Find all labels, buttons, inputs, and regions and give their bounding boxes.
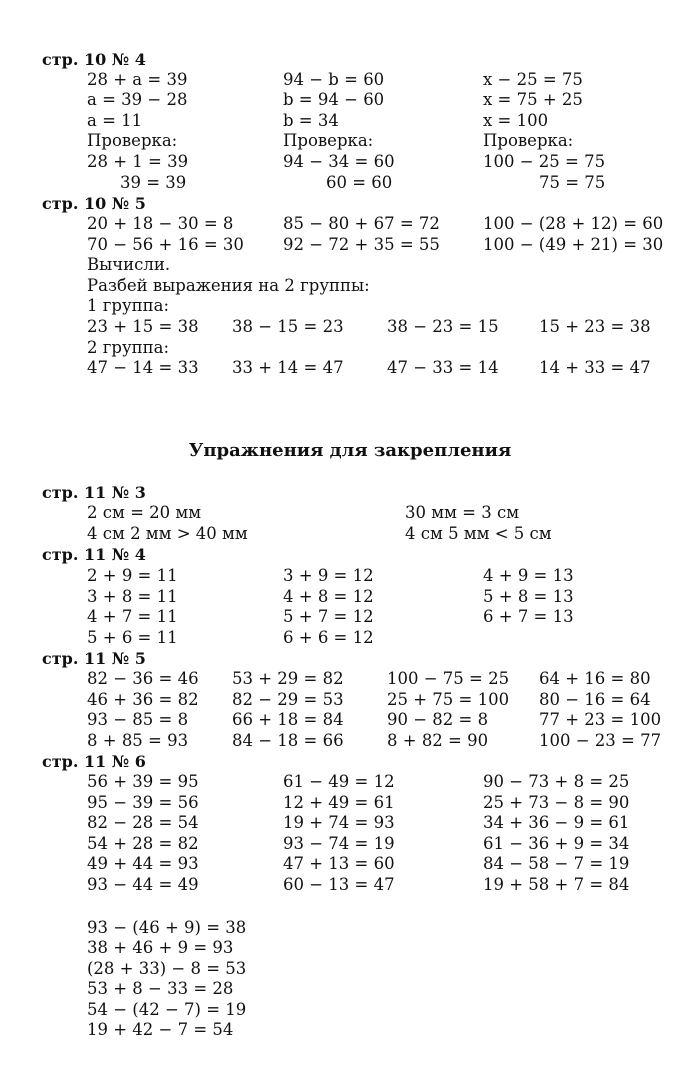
- equation: 60 − 13 = 47: [283, 875, 395, 894]
- equation: 61 − 36 + 9 = 34: [483, 834, 630, 853]
- equation: 14 + 33 = 47: [539, 358, 651, 377]
- equation: 38 − 23 = 15: [387, 317, 499, 336]
- equation: 6 + 6 = 12: [283, 628, 374, 647]
- equation: 93 − 44 = 49: [87, 875, 199, 894]
- equation: 25 + 75 = 100: [387, 690, 510, 709]
- equation: 94 − b = 60: [283, 70, 385, 89]
- equation: x − 25 = 75: [483, 70, 583, 89]
- equation: 4 см 5 мм < 5 см: [405, 524, 552, 543]
- equation: 23 + 15 = 38: [87, 317, 199, 336]
- equation: 12 + 49 = 61: [283, 793, 395, 812]
- equation: 8 + 85 = 93: [87, 731, 189, 750]
- heading-p11n3: стр. 11 № 3: [42, 483, 146, 502]
- group-label: 2 группа:: [87, 338, 170, 357]
- equation: 84 − 18 = 66: [232, 731, 344, 750]
- equation: 15 + 23 = 38: [539, 317, 651, 336]
- heading-p11n6: стр. 11 № 6: [42, 752, 146, 771]
- equation: 5 + 8 = 13: [483, 587, 574, 606]
- equation: 38 − 15 = 23: [232, 317, 344, 336]
- equation: 19 + 58 + 7 = 84: [483, 875, 630, 894]
- equation: 95 − 39 = 56: [87, 793, 199, 812]
- equation: 100 − 75 = 25: [387, 669, 510, 688]
- equation: 8 + 82 = 90: [387, 731, 489, 750]
- equation: 93 − 85 = 8: [87, 710, 189, 729]
- equation: 100 − (49 + 21) = 30: [483, 235, 664, 254]
- equation: (28 + 33) − 8 = 53: [87, 959, 247, 978]
- equation: 64 + 16 = 80: [539, 669, 651, 688]
- equation: 85 − 80 + 67 = 72: [283, 214, 440, 233]
- equation: 61 − 49 = 12: [283, 772, 395, 791]
- equation: 90 − 82 = 8: [387, 710, 489, 729]
- equation: 47 + 13 = 60: [283, 854, 395, 873]
- check-label: Проверка:: [87, 131, 178, 150]
- equation: x = 100: [483, 111, 549, 130]
- equation: 4 + 7 = 11: [87, 607, 178, 626]
- equation: 47 − 33 = 14: [387, 358, 499, 377]
- equation: 19 + 74 = 93: [283, 813, 395, 832]
- equation: 53 + 29 = 82: [232, 669, 344, 688]
- equation: 28 + 1 = 39: [87, 152, 189, 171]
- equation: 54 + 28 = 82: [87, 834, 199, 853]
- equation: 47 − 14 = 33: [87, 358, 199, 377]
- group-label: 1 группа:: [87, 296, 170, 315]
- equation: 93 − 74 = 19: [283, 834, 395, 853]
- equation: a = 11: [87, 111, 143, 130]
- heading-p11n5: стр. 11 № 5: [42, 649, 146, 668]
- equation: 20 + 18 − 30 = 8: [87, 214, 234, 233]
- equation: x = 75 + 25: [483, 90, 583, 109]
- equation: 92 − 72 + 35 = 55: [283, 235, 440, 254]
- check-label: Проверка:: [283, 131, 374, 150]
- equation: 100 − 23 = 77: [539, 731, 662, 750]
- equation: 4 см 2 мм > 40 мм: [87, 524, 248, 543]
- equation: 60 = 60: [326, 173, 393, 192]
- equation: 30 мм = 3 см: [405, 503, 520, 522]
- equation: 77 + 23 = 100: [539, 710, 662, 729]
- equation: 46 + 36 = 82: [87, 690, 199, 709]
- equation: a = 39 − 28: [87, 90, 188, 109]
- equation: 56 + 39 = 95: [87, 772, 199, 791]
- equation: 5 + 6 = 11: [87, 628, 178, 647]
- equation: 3 + 9 = 12: [283, 566, 374, 585]
- equation: 38 + 46 + 9 = 93: [87, 938, 234, 957]
- equation: 82 − 36 = 46: [87, 669, 199, 688]
- equation: 100 − 25 = 75: [483, 152, 606, 171]
- equation: 4 + 9 = 13: [483, 566, 574, 585]
- equation: 3 + 8 = 11: [87, 587, 178, 606]
- equation: 33 + 14 = 47: [232, 358, 344, 377]
- equation: 75 = 75: [539, 173, 606, 192]
- equation: 82 − 29 = 53: [232, 690, 344, 709]
- instruction-text: Разбей выражения на 2 группы:: [87, 276, 370, 295]
- equation: 84 − 58 − 7 = 19: [483, 854, 630, 873]
- equation: 93 − (46 + 9) = 38: [87, 918, 247, 937]
- heading-p11n4: стр. 11 № 4: [42, 545, 146, 564]
- equation: 66 + 18 = 84: [232, 710, 344, 729]
- equation: 2 + 9 = 11: [87, 566, 178, 585]
- equation: 53 + 8 − 33 = 28: [87, 979, 234, 998]
- equation: 5 + 7 = 12: [283, 607, 374, 626]
- equation: 90 − 73 + 8 = 25: [483, 772, 630, 791]
- equation: 82 − 28 = 54: [87, 813, 199, 832]
- equation: 80 − 16 = 64: [539, 690, 651, 709]
- section-title: Упражнения для закрепления: [188, 440, 512, 461]
- equation: 94 − 34 = 60: [283, 152, 395, 171]
- equation: 100 − (28 + 12) = 60: [483, 214, 664, 233]
- equation: 28 + a = 39: [87, 70, 188, 89]
- equation: 39 = 39: [120, 173, 187, 192]
- equation: 49 + 44 = 93: [87, 854, 199, 873]
- equation: 54 − (42 − 7) = 19: [87, 1000, 247, 1019]
- heading-p10n5: стр. 10 № 5: [42, 194, 146, 213]
- equation: 70 − 56 + 16 = 30: [87, 235, 244, 254]
- equation: 2 см = 20 мм: [87, 503, 202, 522]
- equation: 4 + 8 = 12: [283, 587, 374, 606]
- equation: 34 + 36 − 9 = 61: [483, 813, 630, 832]
- heading-p10n4: стр. 10 № 4: [42, 50, 146, 69]
- equation: 6 + 7 = 13: [483, 607, 574, 626]
- equation: b = 94 − 60: [283, 90, 385, 109]
- equation: 25 + 73 − 8 = 90: [483, 793, 630, 812]
- instruction-text: Вычисли.: [87, 255, 171, 274]
- equation: b = 34: [283, 111, 339, 130]
- equation: 19 + 42 − 7 = 54: [87, 1020, 234, 1039]
- check-label: Проверка:: [483, 131, 574, 150]
